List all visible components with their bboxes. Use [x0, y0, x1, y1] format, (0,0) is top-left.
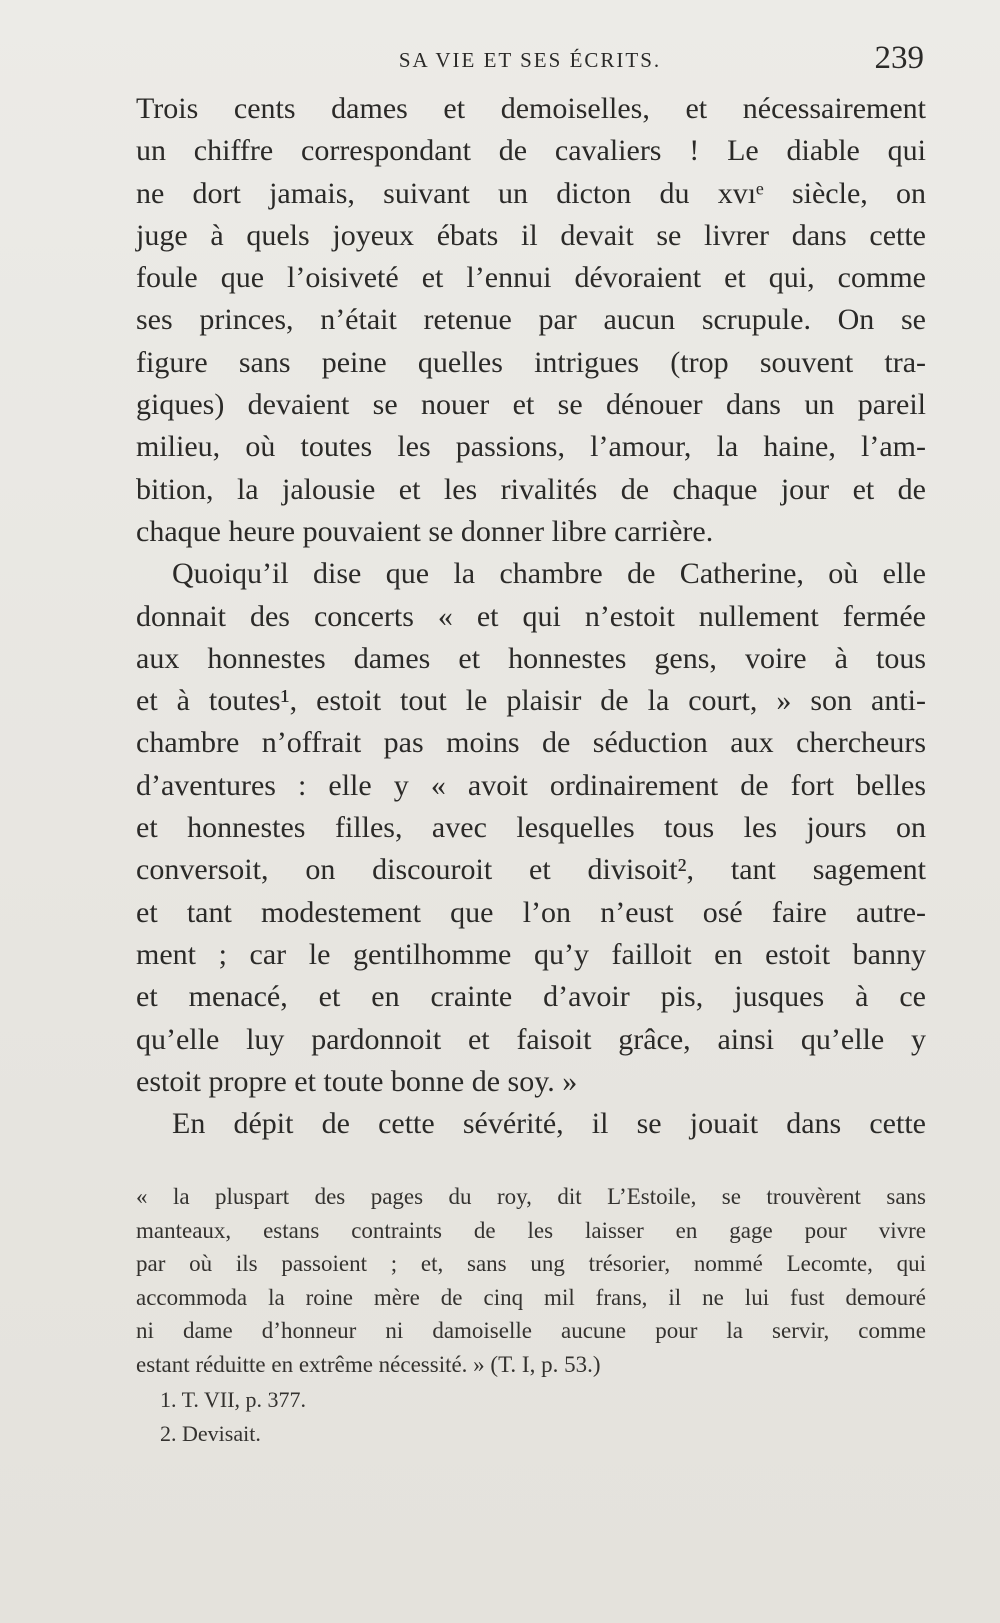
text-line: milieu, où toutes les passions, l’amour, la haine, l’am-	[136, 430, 926, 464]
text-line: d’aventures : elle y « avoit ordinairement de fort belles	[136, 768, 926, 802]
text-line: ne dort jamais, suivant un dicton du xvıᵉ siècle, on	[136, 176, 926, 210]
footnote-line: estant réduitte en extrême nécessité. » (T. I, p. 53.)	[136, 1351, 601, 1377]
running-title: SA VIE ET SES ÉCRITS.	[398, 48, 662, 72]
text-line: ses princes, n’était retenue par aucun scrupule. On se	[136, 303, 926, 337]
text-line: figure sans peine quelles intrigues (trop souvent tra-	[136, 345, 926, 379]
text-line: estoit propre et toute bonne de soy. »	[136, 1064, 578, 1098]
footnote-line: « la pluspart des pages du roy, dit L’Estoile, se trouvèrent sans	[136, 1184, 926, 1209]
page-number: 239	[874, 40, 924, 76]
text-line: Trois cents dames et demoiselles, et nécessairement	[136, 92, 926, 125]
text-line: et menacé, et en crainte d’avoir pis, jusques à ce	[136, 980, 926, 1014]
footnote-line: accommoda la roine mère de cinq mil frans, il ne lui fust demouré	[136, 1284, 926, 1310]
text-line: un chiffre correspondant de cavaliers ! Le diable qui	[136, 134, 926, 168]
body-text	[136, 88, 926, 1145]
text-line: bition, la jalousie et les rivalités de chaque jour et de	[136, 472, 926, 506]
footnote-line: par où ils passoient ; et, sans ung trésorier, nommé Lecomte, qui	[136, 1251, 926, 1277]
text-line: aux honnestes dames et honnestes gens, voire à tous	[136, 641, 926, 675]
text-line: foule que l’oisiveté et l’ennui dévoraient et qui, comme	[136, 261, 926, 295]
text-line: juge à quels joyeux ébats il devait se livrer dans cette	[136, 218, 926, 252]
footnote-2: 2. Devisait.	[160, 1421, 261, 1446]
footnotes	[160, 1383, 860, 1451]
text-line: donnait des concerts « et qui n’estoit nullement fermée	[136, 599, 926, 633]
text-line: qu’elle luy pardonnoit et faisoit grâce, ainsi qu’elle y	[136, 1022, 926, 1056]
footnote-1: 1. T. VII, p. 377.	[160, 1387, 307, 1412]
text-line: giques) devaient se nouer et se dénouer dans un pareil	[136, 388, 926, 422]
continued-footnote	[136, 1180, 926, 1382]
running-head	[136, 40, 924, 80]
footnote-line: ni dame d’honneur ni damoiselle aucune pour la servir, comme	[136, 1318, 926, 1344]
text-line: chambre n’offrait pas moins de séduction aux chercheurs	[136, 726, 926, 760]
text-line: chaque heure pouvaient se donner libre carrière.	[136, 514, 714, 548]
text-line: et à toutes¹, estoit tout le plaisir de la court, » son anti-	[136, 684, 926, 718]
text-line: conversoit, on discouroit et divisoit², tant sagement	[136, 853, 926, 887]
text-line: Quoiqu’il dise que la chambre de Catherine, où elle	[172, 557, 926, 591]
footnote-line: manteaux, estans contraints de les laisser en gage pour vivre	[136, 1217, 926, 1243]
text-line: et honnestes filles, avec lesquelles tous les jours on	[136, 811, 926, 845]
text-line: et tant modestement que l’on n’eust osé faire autre-	[136, 895, 926, 929]
text-line: En dépit de cette sévérité, il se jouait dans cette	[172, 1107, 926, 1141]
text-line: ment ; car le gentilhomme qu’y failloit en estoit banny	[136, 937, 926, 971]
